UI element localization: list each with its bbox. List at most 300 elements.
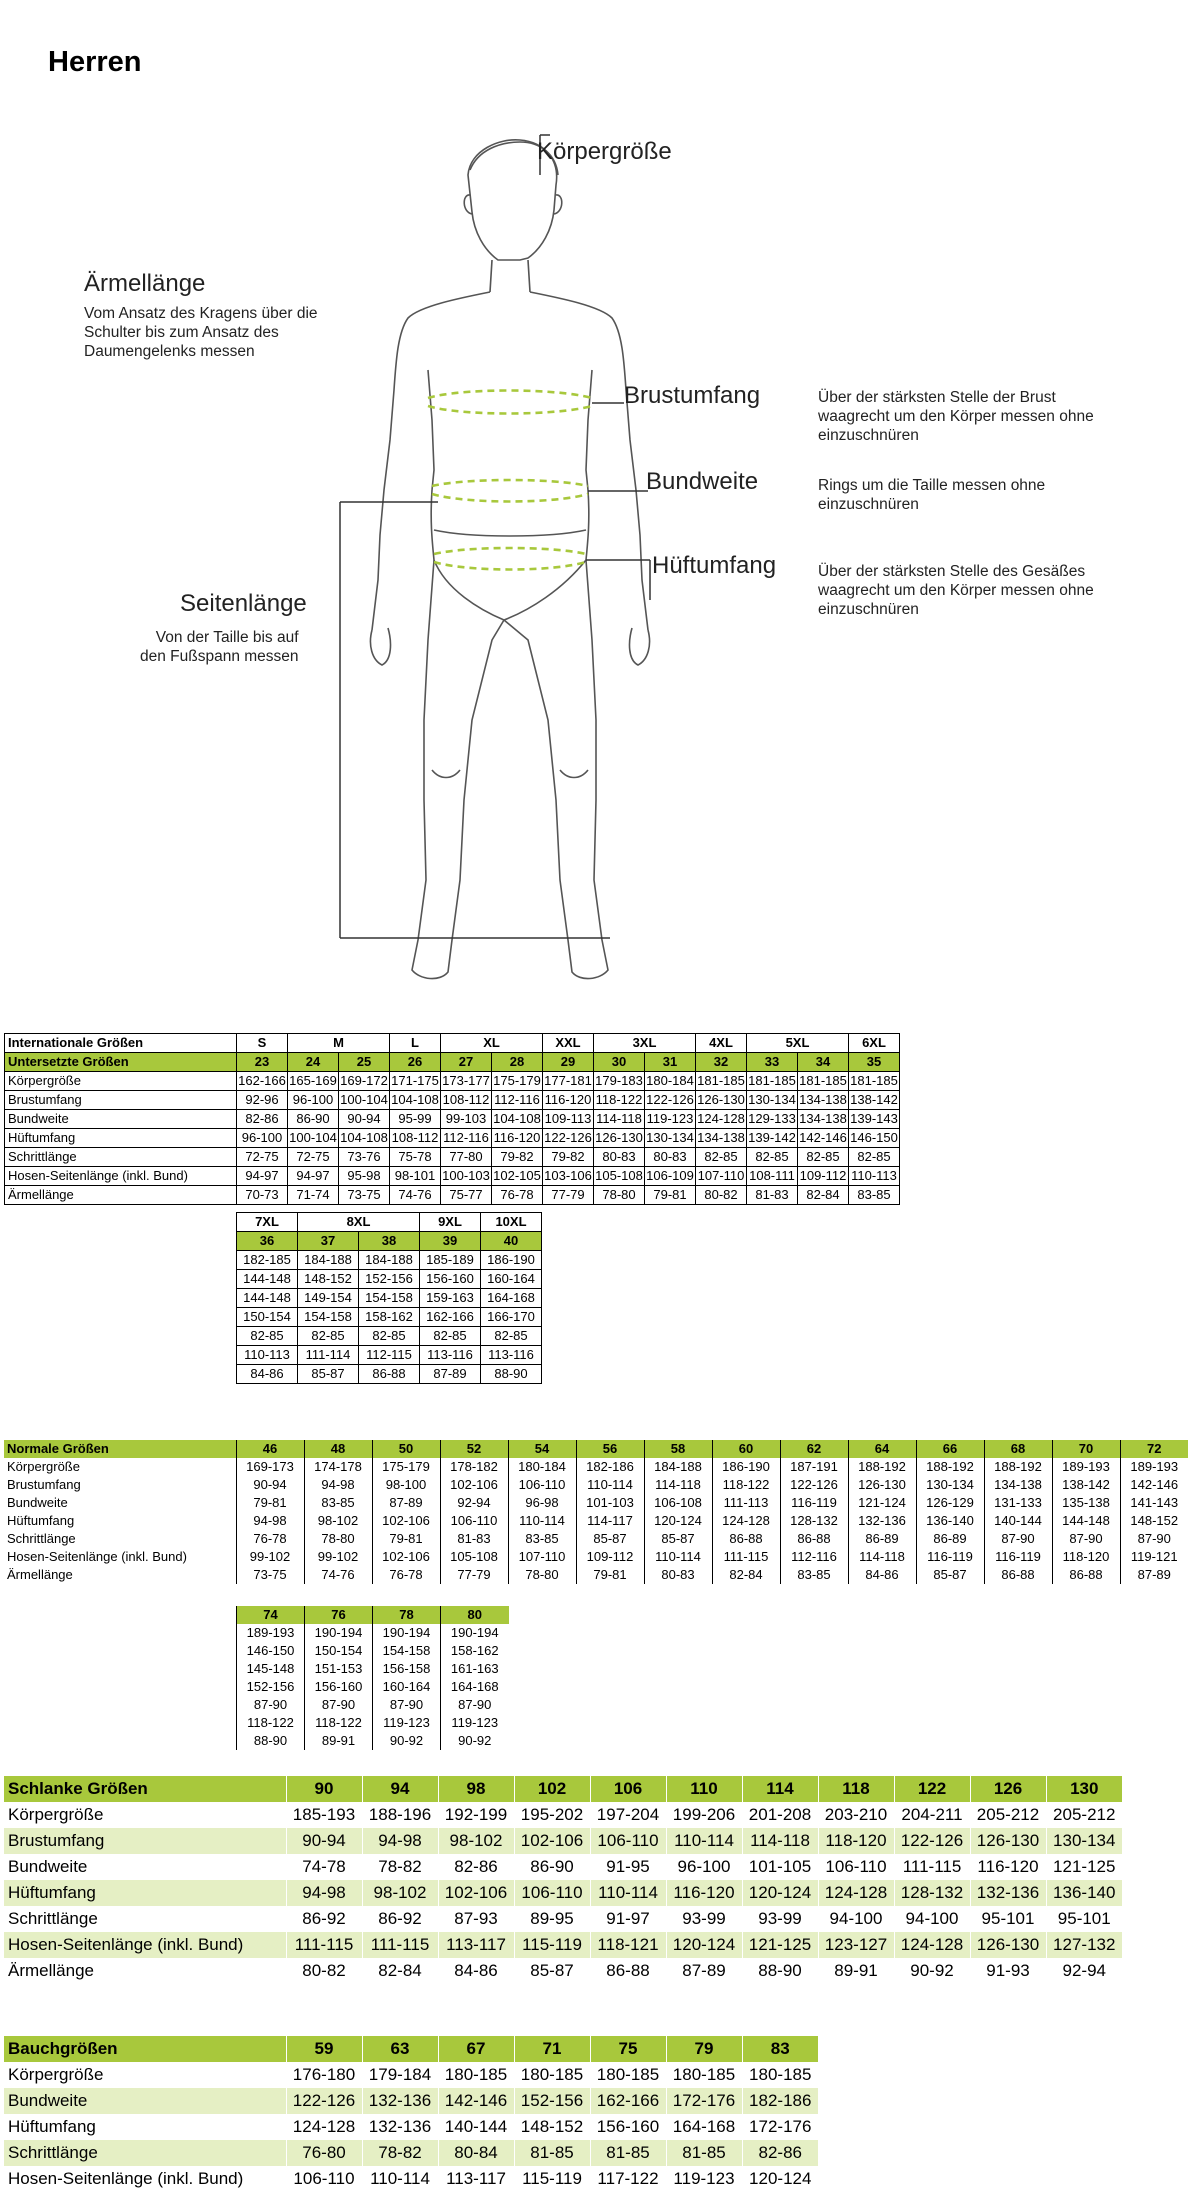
value-cell: 154-158 (373, 1642, 441, 1660)
table-bauch (4, 2036, 818, 2192)
value-cell: 126-130 (970, 1828, 1046, 1854)
value-cell: 119-121 (1120, 1548, 1188, 1566)
value-cell: 85-87 (916, 1566, 984, 1584)
value-cell: 111-115 (712, 1548, 780, 1566)
value-cell: 126-129 (916, 1494, 984, 1512)
value-cell: 109-112 (798, 1167, 849, 1186)
value-cell: 203-210 (818, 1802, 894, 1828)
value-cell: 112-116 (441, 1129, 492, 1148)
value-cell: 86-89 (848, 1530, 916, 1548)
value-cell: 82-85 (420, 1327, 481, 1346)
value-cell: 135-138 (1052, 1494, 1120, 1512)
value-cell: 180-184 (645, 1072, 696, 1091)
value-cell: 110-114 (508, 1512, 576, 1530)
value-cell: 94-97 (237, 1167, 288, 1186)
value-cell: 150-154 (237, 1308, 298, 1327)
value-cell: 80-84 (438, 2140, 514, 2166)
size-cell: 66 (916, 1440, 984, 1458)
size-cell: 25 (339, 1053, 390, 1072)
size-cell: 52 (440, 1440, 508, 1458)
value-cell: 114-117 (576, 1512, 644, 1530)
value-cell: 102-106 (372, 1548, 440, 1566)
value-cell: 160-164 (481, 1270, 542, 1289)
intl-size-cell: XL (441, 1034, 543, 1053)
table-row (5, 1091, 900, 1110)
value-cell: 86-88 (780, 1530, 848, 1548)
row-label: Ärmellänge (5, 1186, 237, 1205)
row-label: Hosen-Seitenlänge (inkl. Bund) (7, 1549, 187, 1564)
table-row (4, 1548, 1188, 1566)
value-cell: 79-81 (576, 1566, 644, 1584)
value-cell: 79-81 (372, 1530, 440, 1548)
value-cell: 83-85 (849, 1186, 900, 1205)
table-row (4, 1458, 1188, 1476)
desc-seitenlaenge: Von der Taille bis auf den Fußspann messen (140, 629, 299, 665)
value-cell: 90-94 (286, 1828, 362, 1854)
value-cell: 98-102 (362, 1880, 438, 1906)
value-cell: 110-114 (590, 1880, 666, 1906)
value-cell: 81-85 (514, 2140, 590, 2166)
size-cell: 46 (236, 1440, 304, 1458)
value-cell: 74-76 (304, 1566, 372, 1584)
value-cell: 80-82 (286, 1958, 362, 1984)
value-cell: 197-204 (590, 1802, 666, 1828)
table-normal-ext (236, 1606, 509, 1750)
value-cell: 79-82 (492, 1148, 543, 1167)
size-cell: 34 (798, 1053, 849, 1072)
value-cell: 82-85 (298, 1327, 359, 1346)
desc-aermellaenge: Vom Ansatz des Kragens über die Schulter bis zum Ansatz des Daumengelenks messen (84, 305, 318, 360)
value-cell: 85-87 (576, 1530, 644, 1548)
value-cell: 106-110 (514, 1880, 590, 1906)
table-row (237, 1624, 509, 1642)
value-cell: 94-98 (304, 1476, 372, 1494)
value-cell: 114-118 (594, 1110, 645, 1129)
value-cell: 77-80 (441, 1148, 492, 1167)
value-cell: 134-138 (984, 1476, 1052, 1494)
value-cell: 179-183 (594, 1072, 645, 1091)
value-cell: 79-81 (645, 1186, 696, 1205)
value-cell: 102-106 (372, 1512, 440, 1530)
table-row (4, 1932, 1122, 1958)
value-cell: 180-185 (438, 2062, 514, 2088)
value-cell: 106-108 (644, 1494, 712, 1512)
value-cell: 151-153 (305, 1660, 373, 1678)
value-cell: 148-152 (298, 1270, 359, 1289)
value-cell: 188-192 (916, 1458, 984, 1476)
value-cell: 81-85 (590, 2140, 666, 2166)
value-cell: 83-85 (508, 1530, 576, 1548)
desc-brustumfang: Über der stärksten Stelle der Brust waagrecht um den Körper messen ohne einzuschnüren (818, 389, 1094, 444)
size-cell: 122 (894, 1776, 970, 1802)
value-cell: 187-191 (780, 1458, 848, 1476)
value-cell: 205-212 (970, 1802, 1046, 1828)
value-cell: 87-93 (438, 1906, 514, 1932)
value-cell: 144-148 (237, 1289, 298, 1308)
size-cell: 75 (590, 2036, 666, 2062)
size-cell: 126 (970, 1776, 1046, 1802)
value-cell: 190-194 (373, 1624, 441, 1642)
size-cell: 40 (481, 1232, 542, 1251)
table-row (5, 1129, 900, 1148)
value-cell: 115-119 (514, 1932, 590, 1958)
table-row (4, 1566, 1188, 1584)
value-cell: 88-90 (237, 1732, 305, 1750)
value-cell: 86-89 (916, 1530, 984, 1548)
row-label: Schrittlänge (7, 1531, 76, 1546)
size-cell: 26 (390, 1053, 441, 1072)
size-cell: 28 (492, 1053, 543, 1072)
row-label: Hosen-Seitenlänge (inkl. Bund) (8, 2169, 244, 2188)
size-cell: 72 (1120, 1440, 1188, 1458)
value-cell: 118-122 (305, 1714, 373, 1732)
table-row (237, 1732, 509, 1750)
value-cell: 190-194 (441, 1624, 509, 1642)
value-cell: 190-194 (305, 1624, 373, 1642)
value-cell: 134-138 (798, 1110, 849, 1129)
size-cell: 70 (1052, 1440, 1120, 1458)
value-cell: 110-113 (849, 1167, 900, 1186)
table-row (4, 1880, 1122, 1906)
value-cell: 106-110 (440, 1512, 508, 1530)
table-row (4, 1512, 1188, 1530)
row-label: Brustumfang (5, 1091, 237, 1110)
value-cell: 113-116 (420, 1346, 481, 1365)
ext-size-row (237, 1232, 542, 1251)
value-cell: 98-101 (390, 1167, 441, 1186)
value-cell: 92-94 (1046, 1958, 1122, 1984)
value-cell: 91-93 (970, 1958, 1046, 1984)
value-cell: 84-86 (848, 1566, 916, 1584)
value-cell: 92-94 (440, 1494, 508, 1512)
value-cell: 138-142 (1052, 1476, 1120, 1494)
value-cell: 86-88 (984, 1566, 1052, 1584)
intl-size-cell: M (288, 1034, 390, 1053)
value-cell: 99-103 (441, 1110, 492, 1129)
value-cell: 74-78 (286, 1854, 362, 1880)
intl-size-cell: 7XL (237, 1213, 298, 1232)
value-cell: 75-77 (441, 1186, 492, 1205)
value-cell: 78-82 (362, 2140, 438, 2166)
value-cell: 82-85 (747, 1148, 798, 1167)
value-cell: 180-185 (666, 2062, 742, 2088)
size-cell: 110 (666, 1776, 742, 1802)
value-cell: 122-126 (780, 1476, 848, 1494)
size-cell: 38 (359, 1232, 420, 1251)
size-cell: 71 (514, 2036, 590, 2062)
value-cell: 106-110 (508, 1476, 576, 1494)
size-cell: 64 (848, 1440, 916, 1458)
ext-size-row (237, 1606, 509, 1624)
intl-size-cell: L (390, 1034, 441, 1053)
value-cell: 121-125 (1046, 1854, 1122, 1880)
value-cell: 156-160 (590, 2114, 666, 2140)
value-cell: 144-148 (237, 1270, 298, 1289)
value-cell: 181-185 (798, 1072, 849, 1091)
value-cell: 121-124 (848, 1494, 916, 1512)
table-row (4, 1494, 1188, 1512)
table-title: Schlanke Größen (4, 1776, 286, 1802)
value-cell: 188-192 (848, 1458, 916, 1476)
value-cell: 94-98 (236, 1512, 304, 1530)
value-cell: 179-184 (362, 2062, 438, 2088)
value-cell: 87-89 (372, 1494, 440, 1512)
value-cell: 146-150 (237, 1642, 305, 1660)
value-cell: 111-115 (362, 1932, 438, 1958)
size-cell: 33 (747, 1053, 798, 1072)
row-label: Brustumfang (7, 1477, 81, 1492)
size-cell: 76 (305, 1606, 373, 1624)
label-seitenlaenge: Seitenlänge (180, 590, 307, 617)
table-row (5, 1072, 900, 1091)
value-cell: 171-175 (390, 1072, 441, 1091)
row-label: Hüftumfang (5, 1129, 237, 1148)
value-cell: 123-127 (818, 1932, 894, 1958)
value-cell: 113-117 (438, 1932, 514, 1958)
value-cell: 86-92 (362, 1906, 438, 1932)
value-cell: 95-101 (970, 1906, 1046, 1932)
value-cell: 142-146 (1120, 1476, 1188, 1494)
value-cell: 95-101 (1046, 1906, 1122, 1932)
value-cell: 116-119 (916, 1548, 984, 1566)
table-row (237, 1365, 542, 1384)
value-cell: 118-122 (712, 1476, 780, 1494)
size-cell: 106 (590, 1776, 666, 1802)
label-bundweite: Bundweite (646, 468, 759, 495)
table-row (5, 1186, 900, 1205)
intl-size-cell: 3XL (594, 1034, 696, 1053)
size-cell: 31 (645, 1053, 696, 1072)
value-cell: 82-84 (362, 1958, 438, 1984)
value-cell: 142-146 (798, 1129, 849, 1148)
size-cell: 23 (237, 1053, 288, 1072)
value-cell: 70-73 (237, 1186, 288, 1205)
value-cell: 121-125 (742, 1932, 818, 1958)
value-cell: 100-104 (288, 1129, 339, 1148)
value-cell: 100-104 (339, 1091, 390, 1110)
value-cell: 112-116 (780, 1548, 848, 1566)
size-cell: 130 (1046, 1776, 1122, 1802)
label-brustumfang: Brustumfang (624, 382, 761, 409)
value-cell: 78-80 (304, 1530, 372, 1548)
value-cell: 119-123 (645, 1110, 696, 1129)
row-label: Bundweite (5, 1110, 237, 1129)
row-label: Körpergröße (5, 1072, 237, 1091)
intl-size-cell: XXL (543, 1034, 594, 1053)
value-cell: 90-92 (441, 1732, 509, 1750)
value-cell: 89-91 (305, 1732, 373, 1750)
value-cell: 164-168 (481, 1289, 542, 1308)
value-cell: 82-85 (798, 1148, 849, 1167)
size-cell: 39 (420, 1232, 481, 1251)
value-cell: 78-80 (508, 1566, 576, 1584)
table-row (237, 1642, 509, 1660)
value-cell: 128-132 (894, 1880, 970, 1906)
table-row (4, 2166, 818, 2192)
table-row (5, 1110, 900, 1129)
value-cell: 80-82 (696, 1186, 747, 1205)
value-cell: 136-140 (1046, 1880, 1122, 1906)
value-cell: 82-84 (798, 1186, 849, 1205)
value-cell: 118-120 (1052, 1548, 1120, 1566)
value-cell: 132-136 (362, 2088, 438, 2114)
value-cell: 77-79 (440, 1566, 508, 1584)
value-cell: 174-178 (304, 1458, 372, 1476)
value-cell: 111-115 (894, 1854, 970, 1880)
value-cell: 87-90 (1052, 1530, 1120, 1548)
value-cell: 124-128 (712, 1512, 780, 1530)
value-cell: 181-185 (849, 1072, 900, 1091)
value-cell: 94-98 (286, 1880, 362, 1906)
value-cell: 169-173 (236, 1458, 304, 1476)
value-cell: 148-152 (514, 2114, 590, 2140)
size-cell: 78 (373, 1606, 441, 1624)
value-cell: 158-162 (441, 1642, 509, 1660)
value-cell: 162-166 (420, 1308, 481, 1327)
value-cell: 139-143 (849, 1110, 900, 1129)
desc-hueftumfang: Über der stärksten Stelle des Gesäßes waagrecht um den Körper messen ohne einzuschnüren (818, 563, 1094, 618)
value-cell: 160-164 (373, 1678, 441, 1696)
size-cell: 59 (286, 2036, 362, 2062)
value-cell: 85-87 (644, 1530, 712, 1548)
value-cell: 90-94 (339, 1110, 390, 1129)
value-cell: 83-85 (304, 1494, 372, 1512)
value-cell: 204-211 (894, 1802, 970, 1828)
value-cell: 79-82 (543, 1148, 594, 1167)
value-cell: 108-112 (390, 1129, 441, 1148)
table-title: Normale Größen (4, 1440, 236, 1458)
size-cell: 79 (666, 2036, 742, 2062)
value-cell: 95-99 (390, 1110, 441, 1129)
value-cell: 90-94 (236, 1476, 304, 1494)
value-cell: 82-86 (438, 1854, 514, 1880)
value-cell: 132-136 (848, 1512, 916, 1530)
value-cell: 94-100 (818, 1906, 894, 1932)
value-cell: 139-142 (747, 1129, 798, 1148)
value-cell: 195-202 (514, 1802, 590, 1828)
table-row (4, 2140, 818, 2166)
value-cell: 116-120 (543, 1091, 594, 1110)
value-cell: 82-85 (481, 1327, 542, 1346)
row-label: Ärmellänge (7, 1567, 73, 1582)
value-cell: 185-193 (286, 1802, 362, 1828)
value-cell: 129-133 (747, 1110, 798, 1129)
measurement-figure (0, 120, 1200, 1000)
value-cell: 186-190 (481, 1251, 542, 1270)
value-cell: 106-110 (590, 1828, 666, 1854)
value-cell: 124-128 (696, 1110, 747, 1129)
value-cell: 101-105 (742, 1854, 818, 1880)
row-label: Bundweite (4, 2088, 286, 2114)
row-label: Schrittlänge (4, 2140, 286, 2166)
value-cell: 120-124 (742, 2166, 818, 2192)
value-cell: 152-156 (514, 2088, 590, 2114)
table-row (4, 1802, 1122, 1828)
value-cell: 111-113 (712, 1494, 780, 1512)
intl-size-cell: 8XL (298, 1213, 420, 1232)
value-cell: 78-80 (594, 1186, 645, 1205)
value-cell: 71-74 (288, 1186, 339, 1205)
value-cell: 184-188 (644, 1458, 712, 1476)
value-cell: 96-98 (508, 1494, 576, 1512)
value-cell: 188-192 (984, 1458, 1052, 1476)
table-row (237, 1660, 509, 1678)
value-cell: 93-99 (742, 1906, 818, 1932)
value-cell: 87-90 (237, 1696, 305, 1714)
size-cell: 50 (372, 1440, 440, 1458)
row-label: Körpergröße (7, 1459, 80, 1474)
value-cell: 173-177 (441, 1072, 492, 1091)
value-cell: 185-189 (420, 1251, 481, 1270)
value-cell: 127-132 (1046, 1932, 1122, 1958)
table-row (237, 1327, 542, 1346)
value-cell: 105-108 (594, 1167, 645, 1186)
value-cell: 88-90 (742, 1958, 818, 1984)
value-cell: 94-98 (362, 1828, 438, 1854)
value-cell: 124-128 (894, 1932, 970, 1958)
row-label: Ärmellänge (8, 1961, 94, 1980)
table-normal (4, 1440, 1188, 1584)
value-cell: 152-156 (237, 1678, 305, 1696)
value-cell: 86-88 (1052, 1566, 1120, 1584)
value-cell: 146-150 (849, 1129, 900, 1148)
ext-intl-row (237, 1213, 542, 1232)
value-cell: 119-123 (666, 2166, 742, 2192)
value-cell: 104-108 (492, 1110, 543, 1129)
value-cell: 131-133 (984, 1494, 1052, 1512)
value-cell: 149-154 (298, 1289, 359, 1308)
table-untersetzt (4, 1033, 900, 1205)
value-cell: 136-140 (916, 1512, 984, 1530)
value-cell: 74-76 (390, 1186, 441, 1205)
intl-size-cell: 9XL (420, 1213, 481, 1232)
value-cell: 118-122 (237, 1714, 305, 1732)
value-cell: 94-100 (894, 1906, 970, 1932)
value-cell: 73-75 (339, 1186, 390, 1205)
value-cell: 138-142 (849, 1091, 900, 1110)
table-row (237, 1251, 542, 1270)
value-cell: 110-114 (666, 1828, 742, 1854)
value-cell: 156-158 (373, 1660, 441, 1678)
value-cell: 102-106 (514, 1828, 590, 1854)
table-row (237, 1696, 509, 1714)
value-cell: 205-212 (1046, 1802, 1122, 1828)
size-cell: 24 (288, 1053, 339, 1072)
value-cell: 108-112 (441, 1091, 492, 1110)
value-cell: 111-114 (298, 1346, 359, 1365)
value-cell: 142-146 (438, 2088, 514, 2114)
size-header-row (4, 2036, 818, 2062)
row-label: Bundweite (8, 1857, 88, 1876)
size-cell: 58 (644, 1440, 712, 1458)
value-cell: 98-100 (372, 1476, 440, 1494)
value-cell: 98-102 (304, 1512, 372, 1530)
value-cell: 116-120 (492, 1129, 543, 1148)
table-row (5, 1167, 900, 1186)
table-row (237, 1346, 542, 1365)
value-cell: 104-108 (339, 1129, 390, 1148)
value-cell: 158-162 (359, 1308, 420, 1327)
value-cell: 132-136 (970, 1880, 1046, 1906)
row-label: Hosen-Seitenlänge (inkl. Bund) (4, 1932, 286, 1958)
value-cell: 166-170 (481, 1308, 542, 1327)
body-outline-illustration (0, 120, 1200, 1000)
value-cell: 182-186 (576, 1458, 644, 1476)
value-cell: 164-168 (441, 1678, 509, 1696)
value-cell: 120-124 (666, 1932, 742, 1958)
value-cell: 140-144 (438, 2114, 514, 2140)
value-cell: 150-154 (305, 1642, 373, 1660)
